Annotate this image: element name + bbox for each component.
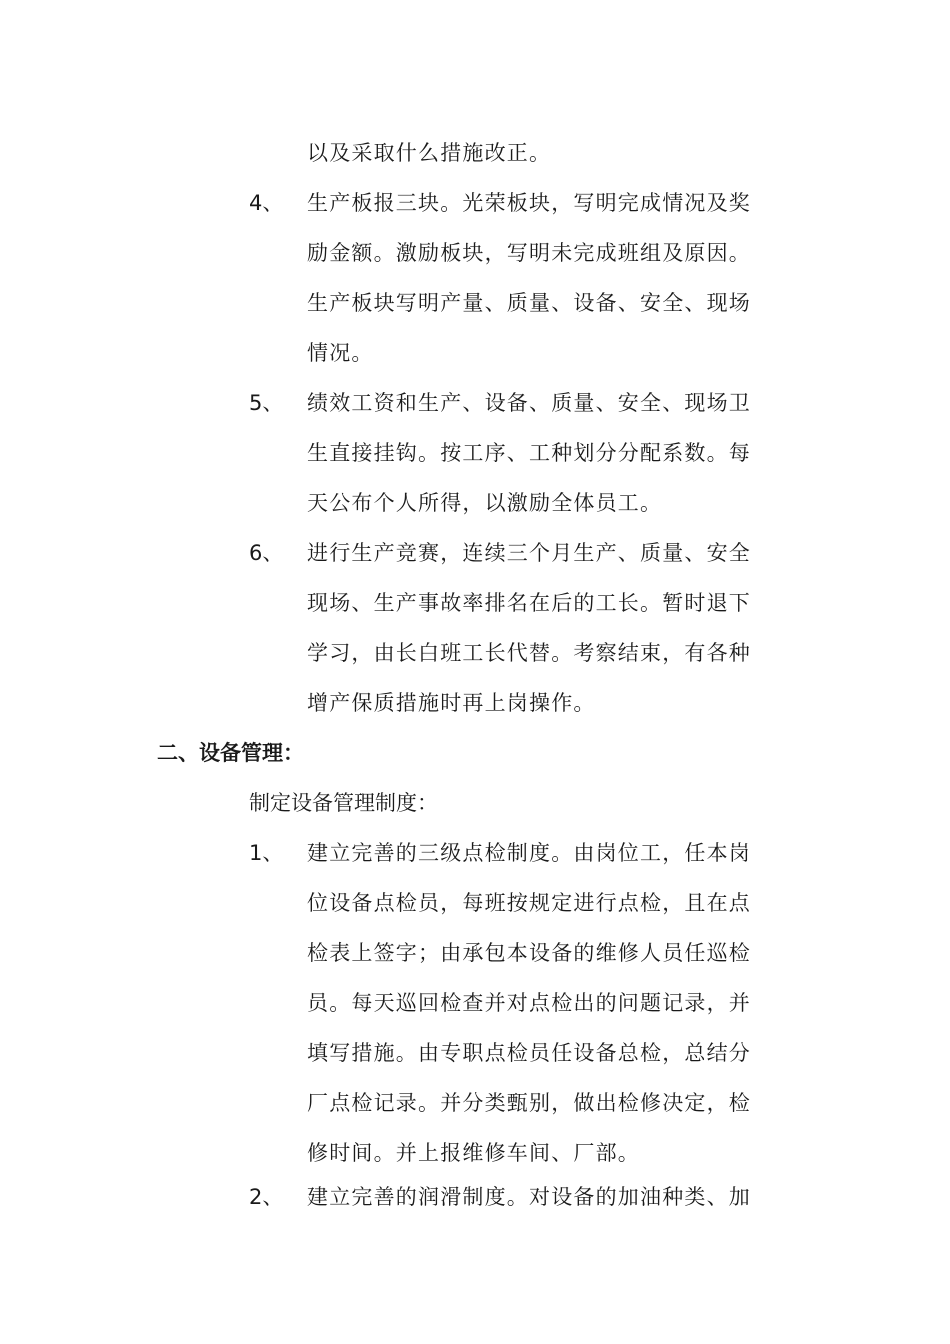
list-item-number: 2、	[249, 1185, 284, 1209]
paragraph-line: 检表上签字；由承包本设备的维修人员任巡检	[307, 941, 751, 965]
paragraph-line: 生直接挂钩。按工序、工种划分分配系数。每	[307, 441, 751, 465]
paragraph-line: 进行生产竞赛，连续三个月生产、质量、安全	[307, 541, 751, 565]
paragraph-line: 位设备点检员，每班按规定进行点检，且在点	[307, 891, 751, 915]
paragraph-line: 建立完善的三级点检制度。由岗位工，任本岗	[307, 841, 751, 865]
list-item-number: 6、	[249, 541, 284, 565]
paragraph-line: 生产板块写明产量、质量、设备、安全、现场	[307, 291, 751, 315]
section-heading: 二、设备管理：	[157, 741, 304, 765]
paragraph-line: 天公布个人所得，以激励全体员工。	[307, 491, 663, 515]
paragraph-line: 学习，由长白班工长代替。考察结束，有各种	[307, 641, 751, 665]
paragraph-line: 以及采取什么措施改正。	[307, 141, 552, 165]
paragraph-line: 填写措施。由专职点检员任设备总检，总结分	[307, 1041, 751, 1065]
paragraph-line: 绩效工资和生产、设备、质量、安全、现场卫	[307, 391, 751, 415]
paragraph-line: 增产保质措施时再上岗操作。	[307, 691, 596, 715]
paragraph-line: 励金额。激励板块，写明未完成班组及原因。	[307, 241, 751, 265]
paragraph-line: 现场、生产事故率排名在后的工长。暂时退下	[307, 591, 751, 615]
paragraph-line: 厂点检记录。并分类甄别，做出检修决定，检	[307, 1091, 751, 1115]
list-item-number: 1、	[249, 841, 284, 865]
paragraph-line: 修时间。并上报维修车间、厂部。	[307, 1141, 640, 1165]
paragraph-line: 建立完善的润滑制度。对设备的加油种类、加	[307, 1185, 751, 1209]
paragraph-line: 员。每天巡回检查并对点检出的问题记录，并	[307, 991, 751, 1015]
section-intro: 制定设备管理制度：	[249, 791, 438, 815]
paragraph-line: 生产板报三块。光荣板块，写明完成情况及奖	[307, 191, 751, 215]
list-item-number: 4、	[249, 191, 284, 215]
paragraph-line: 情况。	[307, 341, 374, 365]
list-item-number: 5、	[249, 391, 284, 415]
